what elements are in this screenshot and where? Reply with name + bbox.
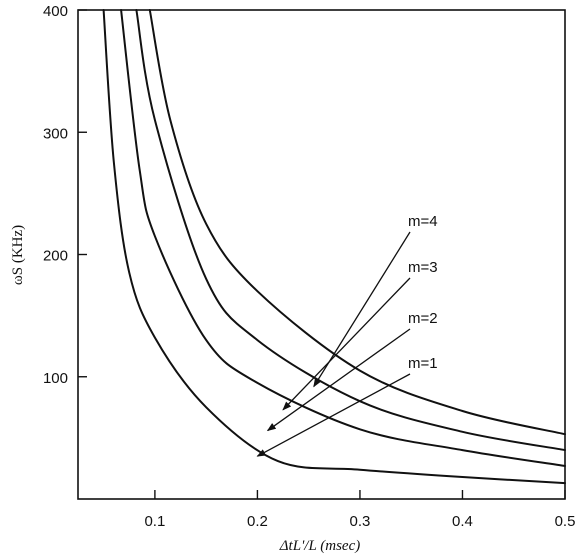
series-line-m4 <box>150 10 565 434</box>
y-tick-label: 200 <box>42 247 68 265</box>
x-tick-label: 0.2 <box>246 513 268 530</box>
x-tick-label: 0.5 <box>554 513 576 530</box>
y-axis-title: ωS (KHz) <box>10 224 26 286</box>
x-axis <box>144 490 575 530</box>
x-axis-title: ΔtL'/L (msec) <box>279 538 361 554</box>
curves <box>104 10 565 483</box>
annotation-label: m=4 <box>408 213 438 230</box>
annotation-arrow <box>268 329 410 431</box>
y-tick-label: 300 <box>42 125 68 143</box>
annotation-label: m=1 <box>408 355 438 372</box>
series-line-m3 <box>136 10 565 450</box>
annotation-label: m=3 <box>408 259 438 276</box>
plot-frame <box>78 10 565 499</box>
y-axis <box>43 3 87 387</box>
annotation-arrow <box>257 374 410 456</box>
x-tick-label: 0.4 <box>452 513 473 530</box>
annotation-arrow <box>283 278 410 410</box>
x-tick-label: 0.1 <box>144 513 166 530</box>
series-line-m2 <box>121 10 565 466</box>
x-tick-label: 0.3 <box>349 513 371 530</box>
y-tick-label: 400 <box>42 3 68 20</box>
series-line-m1 <box>104 10 565 483</box>
annotation-label: m=2 <box>408 310 438 327</box>
y-tick-label: 100 <box>42 369 68 387</box>
